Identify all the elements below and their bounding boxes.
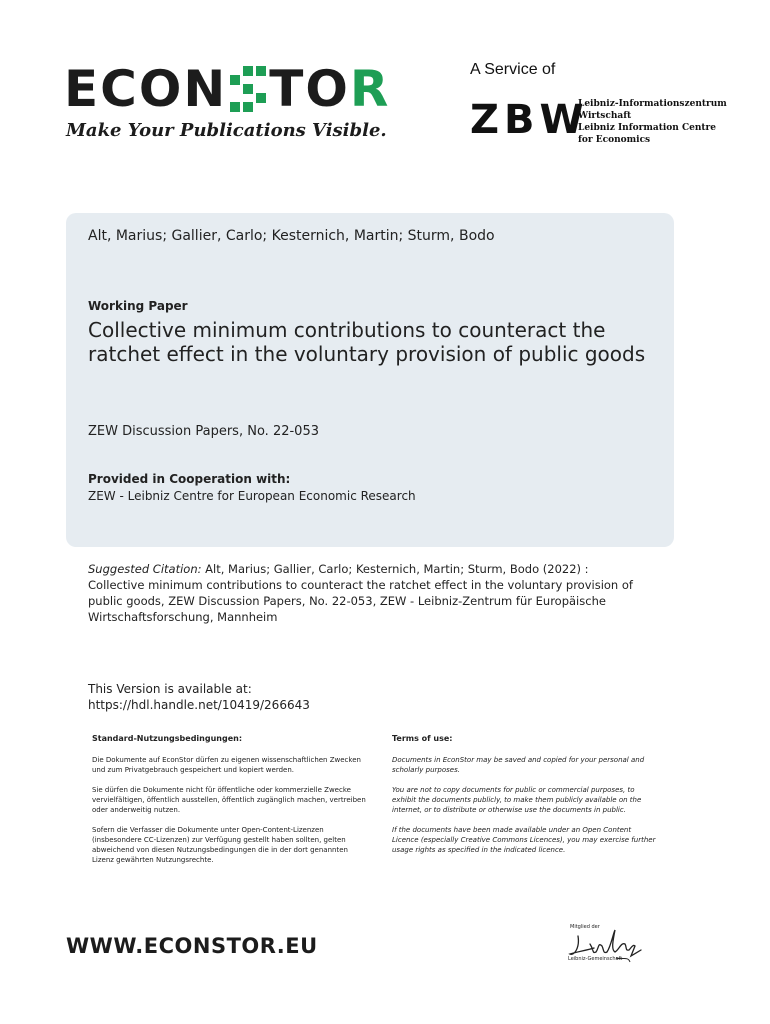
zbw-line: Wirtschaft (578, 111, 632, 121)
logo-letter-o2: O (305, 60, 350, 118)
logo-letter-c: C (100, 60, 139, 118)
document-type: Working Paper (88, 299, 188, 313)
service-label: A Service of (470, 61, 556, 78)
terms-en-heading: Terms of use: (392, 734, 453, 743)
logo-letter-e: E (64, 60, 101, 118)
series-info: ZEW Discussion Papers, No. 22-053 (88, 424, 319, 439)
leibniz-name: Leibniz-Gemeinschaft (568, 956, 623, 962)
terms-de-column (92, 755, 367, 865)
zbw-letter-z: Z (470, 97, 501, 143)
terms-de-heading: Standard-Nutzungsbedingungen: (92, 734, 243, 743)
provided-label: Provided in Cooperation with: (88, 472, 291, 486)
terms-de-paragraph: Die Dokumente auf EconStor dürfen zu eigenen wissenschaftlichen Zwecken und zum Privatgebrauch gespeichert und kopiert werden. (92, 756, 361, 774)
suggested-citation (88, 561, 648, 625)
footer-website-link[interactable]: WWW.ECONSTOR.EU (66, 934, 318, 958)
version-url-link[interactable]: https://hdl.handle.net/10419/266643 (88, 698, 310, 712)
zbw-line: for Economics (578, 135, 651, 145)
zbw-letter-w: W (539, 97, 585, 143)
logo-letter-n: N (183, 60, 228, 118)
citation-text: Alt, Marius; Gallier, Carlo; Kesternich, Martin; Sturm, Bodo (2022) : Collective minimum contributions to counteract the ratchet effect in the voluntary provision of public goods, ZEW Discussion Papers, No. 22-053, ZEW - Leibniz-Zentrum für Europäische Wirtschaftsforschung, Mannheim (88, 562, 633, 624)
version-label: This Version is available at: (88, 682, 252, 696)
logo-letter-o: O (138, 60, 184, 118)
tagline: Make Your Publications Visible. (66, 120, 387, 141)
zbw-logo (470, 97, 585, 143)
terms-en-paragraph: If the documents have been made available under an Open Content Licence (especially Creative Commons Licences), you may exercise further usage rights as specified in the indicated licence. (392, 826, 656, 854)
citation-label: Suggested Citation: (88, 562, 202, 576)
logo-letter-r: R (349, 60, 391, 118)
terms-en-paragraph: Documents in EconStor may be saved and copied for your personal and scholarly purposes. (392, 756, 645, 774)
terms-de-paragraph: Sofern die Verfasser die Dokumente unter Open-Content-Lizenzen (insbesondere CC-Lizenzen) zur Verfügung gestellt haben sollten, gelten abweichend von diesen Nutzungsbedingungen die in der dort genannten Lizenz gewährten Nutzungsrechte. (92, 826, 348, 864)
econstor-logo (64, 60, 391, 118)
zbw-line: Leibniz-Informationszentrum (578, 99, 727, 109)
leibniz-member-label: Mitglied der (570, 924, 600, 930)
terms-de-paragraph: Sie dürfen die Dokumente nicht für öffentliche oder kommerzielle Zwecke vervielfältigen, öffentlich ausstellen, öffentlich zugänglich machen, vertreiben oder anderweitig nutzen. (92, 786, 366, 814)
terms-en-column (392, 755, 657, 855)
authors: Alt, Marius; Gallier, Carlo; Kesternich, Martin; Sturm, Bodo (88, 228, 495, 244)
zbw-letter-b: B (504, 97, 536, 143)
paper-title: Collective minimum contributions to counteract the ratchet effect in the voluntary provision of public goods (88, 318, 646, 366)
terms-en-paragraph: You are not to copy documents for public or commercial purposes, to exhibit the documents publicly, to make them publicly available on the internet, or to distribute or otherwise use the documents in public. (392, 786, 642, 814)
logo-letter-t: T (269, 60, 306, 118)
zbw-line: Leibniz Information Centre (578, 123, 717, 133)
leibniz-logo (560, 918, 650, 972)
logo-dotted-s-icon (230, 66, 266, 112)
zbw-institution-name (578, 98, 727, 146)
provided-organization: ZEW - Leibniz Centre for European Economic Research (88, 489, 416, 503)
